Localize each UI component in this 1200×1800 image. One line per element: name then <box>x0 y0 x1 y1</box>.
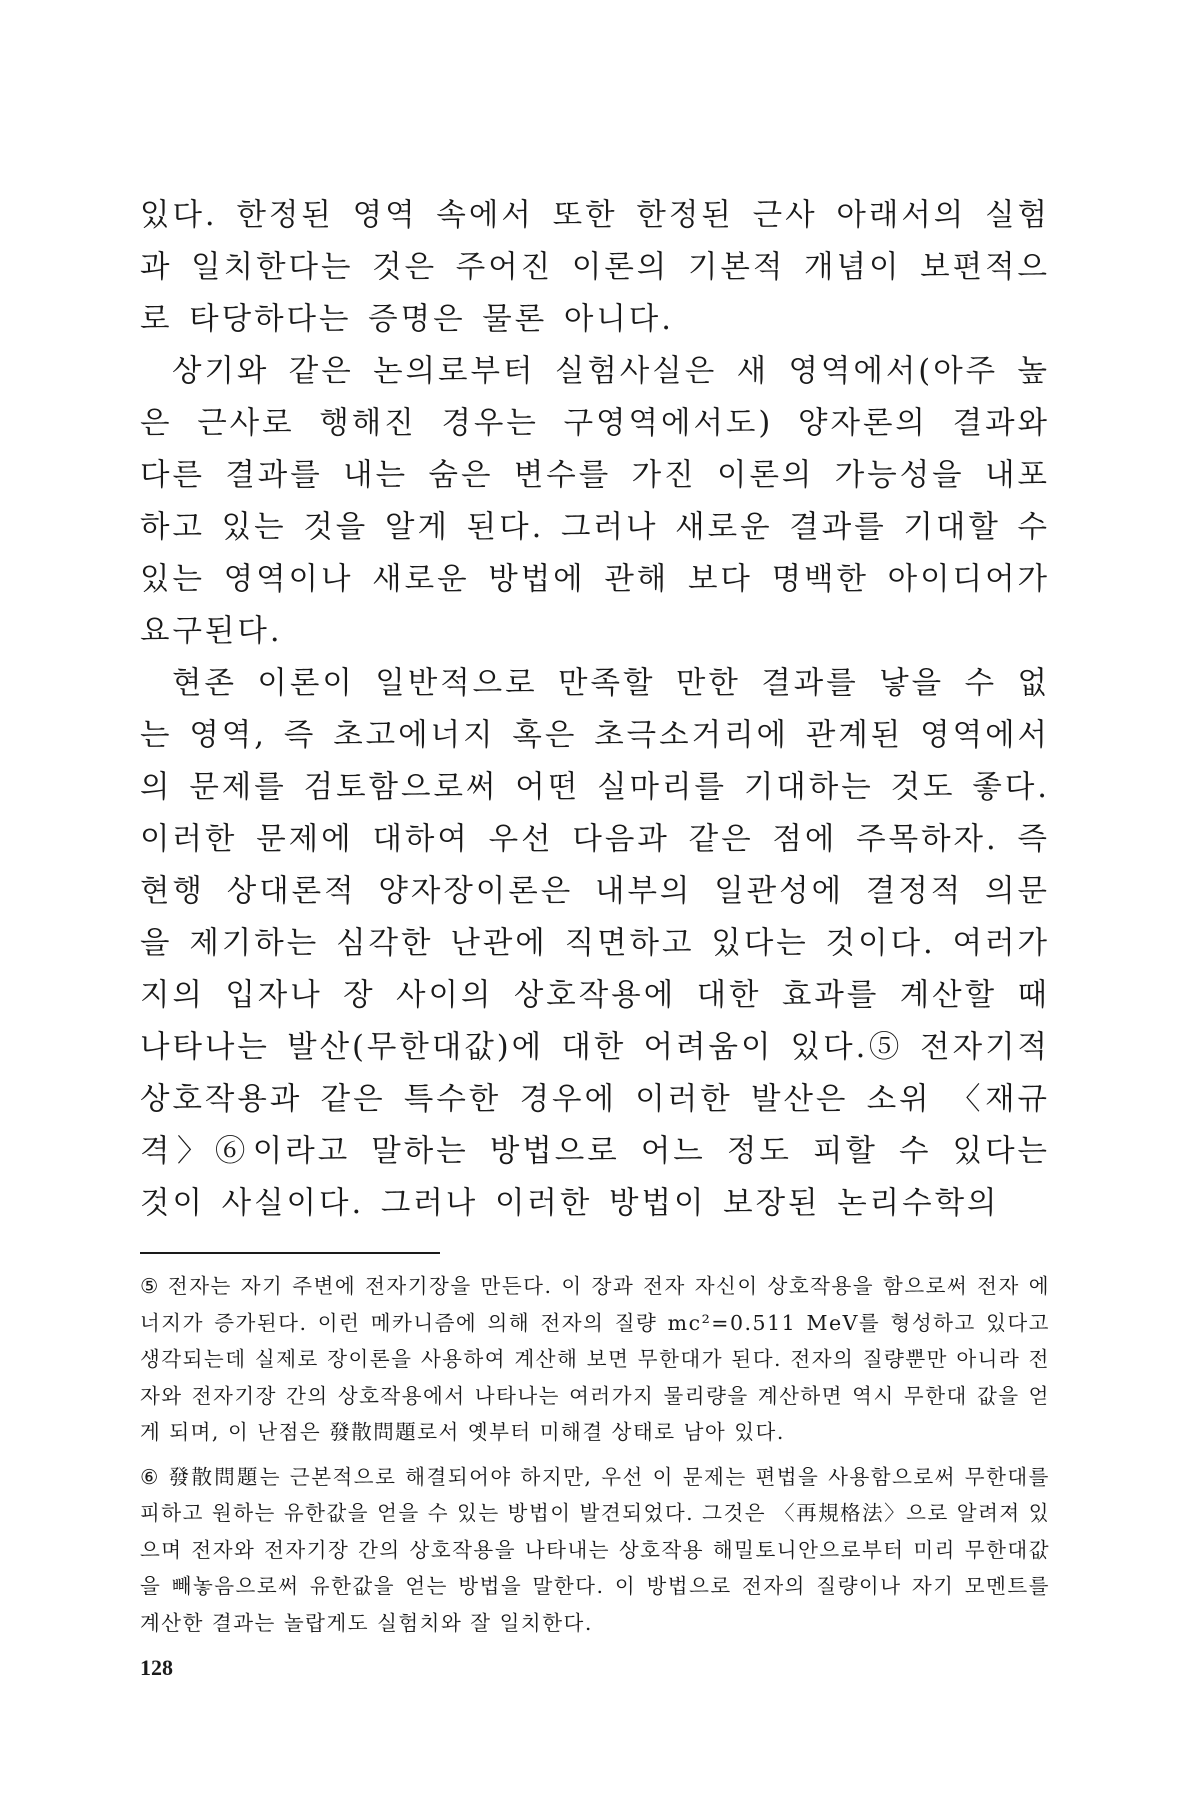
paragraph-continuation: 있다. 한정된 영역 속에서 또한 한정된 근사 아래서의 실험과 일치한다는 것은 주어진 이론의 기본적 개념이 보편적으로 타당하다는 증명은 물론 아니다. <box>140 198 1050 337</box>
footnote-marker: ⑤ <box>140 1274 160 1298</box>
paragraph-divergence: 현존 이론이 일반적으로 만족할 만한 결과를 낳을 수 없는 영역, 즉 초고에너지 혹은 초극소거리에 관계된 영역에서의 문제를 검토함으로써 어떤 실마리를 기대하는 것도 좋다. 이러한 문제에 대하여 우선 다음과 같은 점에 주목하자. 즉 현행 상대론적 양자장이론은 내부의 일관성에 결정적 의문을 제기하는 심각한 난관에 직면하고 있다는 것이다. 여러가지의 입자나 장 사이의 상호작용에 대한 효과를 계산할 때 나타나는 발산(무한대값)에 대한 어려움이 있다.⑤ 전자기적 상호작용과 같은 특수한 경우에 이러한 발산은 소위 〈재규격〉⑥이라고 말하는 방법으로 어느 정도 피할 수 있다는 것이 사실이다. 그러나 이러한 방법이 보장된 논리수학의 <box>140 666 1050 1221</box>
book-page <box>140 190 1050 1649</box>
paragraph-hidden-variables: 상기와 같은 논의로부터 실험사실은 새 영역에서(아주 높은 근사로 행해진 경우는 구영역에서도) 양자론의 결과와 다른 결과를 내는 숨은 변수를 가진 이론의 가능성을 내포하고 있는 것을 알게 된다. 그러나 새로운 결과를 기대할 수 있는 영역이나 새로운 방법에 관해 보다 명백한 아이디어가 요구된다. <box>140 354 1050 649</box>
footnote-text: 發散問題는 근본적으로 해결되어야 하지만, 우선 이 문제는 편법을 사용함으로써 무한대를 피하고 원하는 유한값을 얻을 수 있는 방법이 발견되었다. 그것은 〈再規格法〉으로 알려져 있으며 전자와 전자기장 간의 상호작용을 나타내는 상호작용 해밀토니안으로부터 미리 무한대값을 빼놓음으로써 유한값을 얻는 방법을 말한다. 이 방법으로 전자의 질량이나 자기 모멘트를 계산한 결과는 놀랍게도 실험치와 잘 일치한다. <box>140 1464 1050 1635</box>
footnote-text: 전자는 자기 주변에 전자기장을 만든다. 이 장과 전자 자신이 상호작용을 함으로써 전자 에너지가 증가된다. 이런 메카니즘에 의해 전자의 질량 mc²=0.511 MeV를 형성하고 있다고 생각되는데 실제로 장이론을 사용하여 계산해 보면 무한대가 된다. 전자의 질량뿐만 아니라 전자와 전자기장 간의 상호작용에서 나타나는 여러가지 물리량을 계산하면 역시 무한대 값을 얻게 되며, 이 난점은 發散問題로서 옛부터 미해결 상태로 남아 있다. <box>140 1274 1050 1444</box>
footnote-6 <box>140 1459 1050 1642</box>
page-number: 128 <box>140 1655 173 1680</box>
footnote-divider <box>140 1252 440 1254</box>
footnote-marker: ⑥ <box>140 1464 160 1489</box>
footnote-5 <box>140 1268 1050 1451</box>
footnotes <box>140 1268 1050 1641</box>
main-text <box>140 190 1050 1230</box>
